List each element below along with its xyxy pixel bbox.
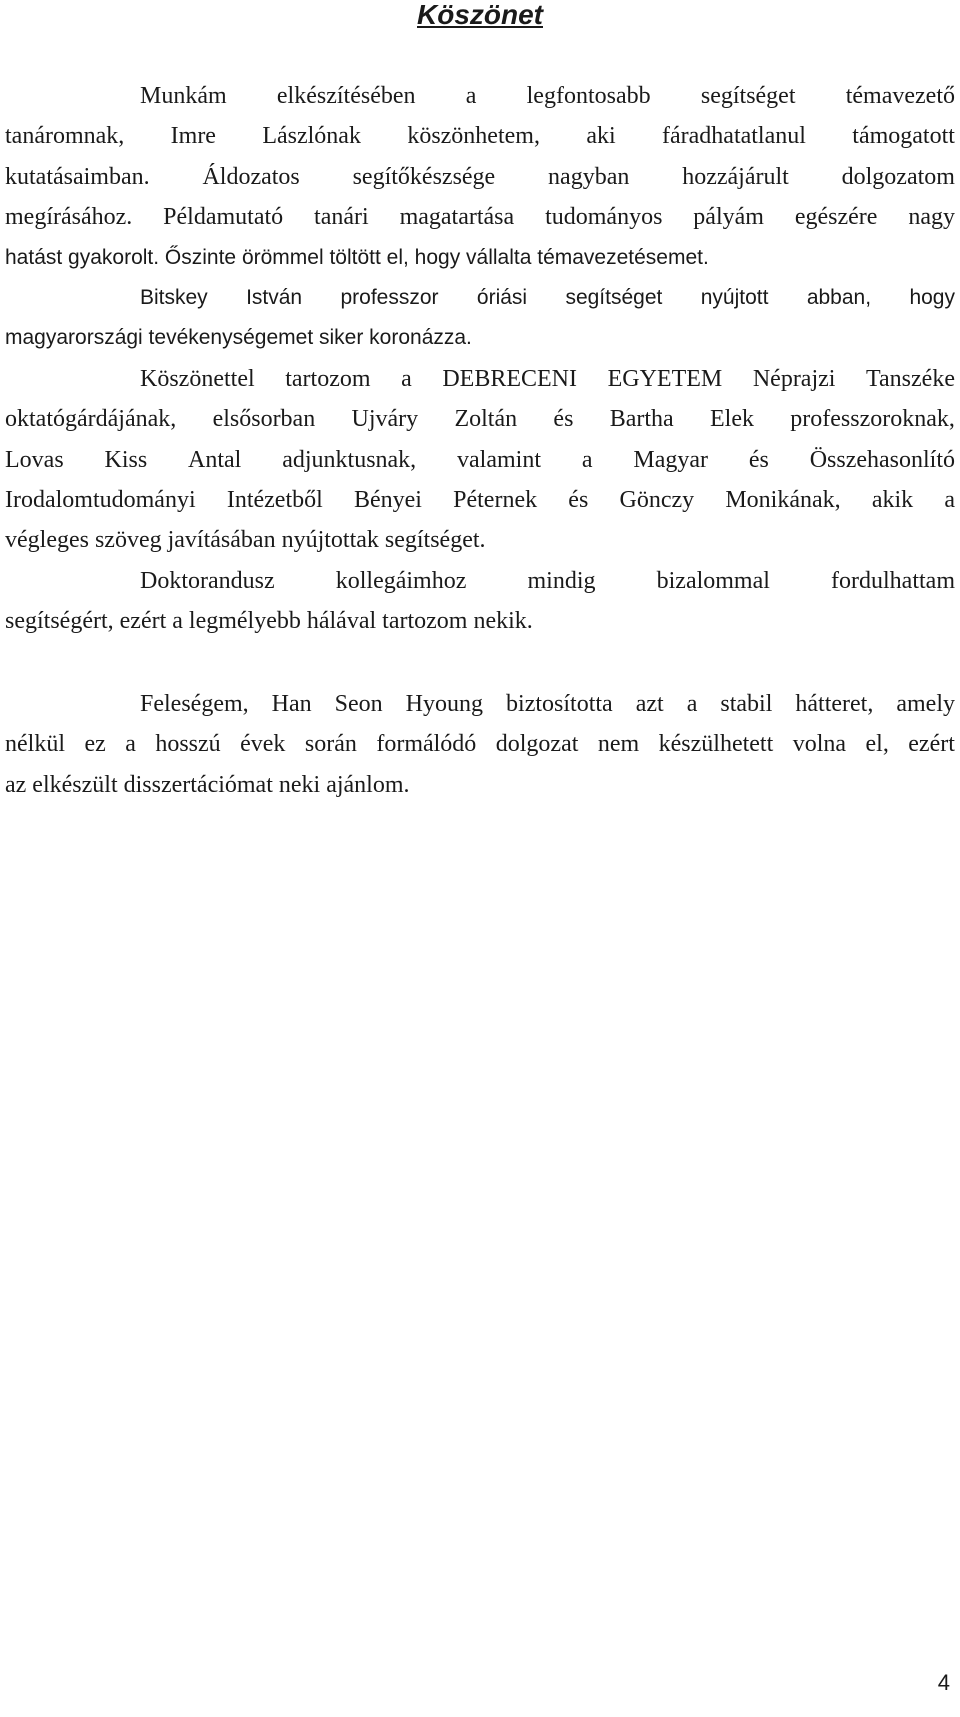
word: Hyoung	[405, 690, 484, 717]
word: stabil	[720, 690, 773, 717]
word: nélkül	[5, 731, 65, 758]
word: legfontosabb	[526, 83, 651, 109]
word: segítséget	[565, 286, 663, 310]
word: készülhetett	[658, 731, 774, 758]
word: segítséget	[700, 83, 796, 109]
text-line	[5, 116, 955, 156]
paragraph	[5, 238, 955, 278]
word: Monikának,	[725, 487, 841, 514]
word: kollegáimhoz	[335, 567, 467, 594]
word: adjunktusnak,	[282, 446, 417, 473]
word: tanáromnak,	[5, 123, 125, 150]
word: Munkám	[140, 83, 227, 109]
word: fáradhatatlanul	[662, 123, 806, 150]
word: DEBRECENI	[442, 365, 578, 392]
word: Ujváry	[351, 406, 419, 433]
word: során	[304, 731, 357, 758]
text-line	[5, 359, 955, 399]
word: nem	[597, 731, 640, 758]
word: Irodalomtudományi	[5, 487, 196, 514]
word: hátteret,	[795, 690, 874, 717]
text-line	[5, 76, 955, 116]
word: Lászlónak	[262, 123, 361, 150]
word: Lovas	[5, 446, 64, 473]
word: valamint	[457, 446, 542, 473]
word: Köszönettel	[140, 365, 255, 392]
word: oktatógárdájának,	[5, 406, 177, 433]
word: ez	[84, 731, 106, 758]
word: köszönhetem,	[407, 123, 540, 150]
text-line	[5, 157, 955, 197]
word: Magyar	[633, 446, 708, 473]
word: hogy	[909, 286, 955, 310]
text-line: hatást gyakorolt. Őszinte örömmel töltött el, hogy vállalta témavezetésemet.	[5, 245, 709, 269]
paragraph-gap	[5, 642, 955, 684]
word: EGYETEM	[607, 365, 723, 392]
text-line	[5, 561, 955, 601]
word: elkészítésében	[276, 83, 416, 109]
word: nyújtott	[700, 286, 769, 310]
word: és	[748, 446, 769, 473]
word: Péternek	[453, 487, 538, 514]
paragraph	[5, 561, 955, 642]
word: ezért	[908, 731, 955, 758]
word: professzoroknak,	[790, 406, 955, 433]
word: és	[553, 406, 574, 433]
word: Intézetből	[226, 487, 323, 514]
word: Feleségem,	[140, 690, 249, 717]
page-number: 4	[937, 1670, 950, 1695]
word: megírásához.	[5, 204, 133, 231]
word: a	[465, 83, 477, 109]
word: Elek	[710, 406, 754, 433]
word: dolgozatom	[841, 163, 955, 190]
word: Bitskey	[140, 286, 208, 310]
word: Bartha	[609, 406, 674, 433]
word: Összehasonlító	[809, 446, 955, 473]
word: István	[246, 286, 303, 310]
word: hozzájárult	[682, 163, 789, 190]
word: Bényei	[353, 487, 422, 514]
text-line	[5, 684, 955, 724]
word: Seon	[334, 690, 383, 717]
paragraph	[5, 76, 955, 238]
paragraph	[5, 359, 955, 561]
word: bizalommal	[656, 567, 770, 594]
body-text	[5, 76, 955, 805]
word: tartozom	[285, 365, 371, 392]
word: hosszú	[155, 731, 221, 758]
word: Zoltán	[454, 406, 518, 433]
word: támogatott	[852, 123, 955, 150]
word: volna	[792, 731, 847, 758]
word: abban,	[806, 286, 872, 310]
word: aki	[586, 123, 616, 150]
word: a	[125, 731, 136, 758]
text-line: segítségért, ezért a legmélyebb hálával tartozom nekik.	[5, 608, 533, 635]
word: mindig	[527, 567, 596, 594]
word: el,	[865, 731, 889, 758]
word: évek	[240, 731, 286, 758]
word: Han	[271, 690, 312, 717]
text-line	[5, 724, 955, 764]
page-title: Köszönet	[417, 0, 543, 30]
word: amely	[896, 690, 955, 717]
word: tanári	[314, 204, 369, 231]
word: biztosította	[506, 690, 613, 717]
word: és	[568, 487, 589, 514]
word: a	[944, 487, 955, 514]
word: a	[581, 446, 593, 473]
word: témavezető	[845, 83, 955, 109]
text-line	[5, 480, 955, 520]
text-line: az elkészült disszertációmat neki ajánlom.	[5, 771, 410, 798]
text-line	[5, 399, 955, 439]
word: Gönczy	[619, 487, 695, 514]
word: nagy	[908, 204, 955, 231]
text-line: magyarországi tevékenységemet siker koronázza.	[5, 326, 472, 350]
word: fordulhattam	[831, 567, 955, 594]
word: Imre	[170, 123, 216, 150]
text-line: végleges szöveg javításában nyújtottak segítséget.	[5, 527, 486, 554]
word: Antal	[188, 446, 242, 473]
text-line	[5, 440, 955, 480]
word: egészére	[794, 204, 878, 231]
word: a	[686, 690, 698, 717]
word: nagyban	[548, 163, 630, 190]
text-line	[5, 197, 955, 237]
word: a	[401, 365, 412, 392]
word: tudományos	[545, 204, 663, 231]
word: Kiss	[104, 446, 148, 473]
word: elsősorban	[212, 406, 316, 433]
word: segítőkészsége	[352, 163, 496, 190]
word: pályám	[693, 204, 764, 231]
word: azt	[635, 690, 664, 717]
word: Tanszéke	[866, 365, 955, 392]
text-line	[5, 278, 955, 318]
word: Néprajzi	[752, 365, 836, 392]
word: Áldozatos	[202, 163, 300, 190]
word: Doktorandusz	[140, 567, 275, 594]
paragraph	[5, 278, 955, 359]
word: akik	[871, 487, 914, 514]
word: formálódó	[376, 731, 477, 758]
word: professzor	[340, 286, 439, 310]
word: Példamutató	[163, 204, 284, 231]
word: óriási	[476, 286, 528, 310]
word: kutatásaimban.	[5, 163, 150, 190]
paragraph	[5, 684, 955, 805]
word: magatartása	[399, 204, 515, 231]
word: dolgozat	[495, 731, 579, 758]
